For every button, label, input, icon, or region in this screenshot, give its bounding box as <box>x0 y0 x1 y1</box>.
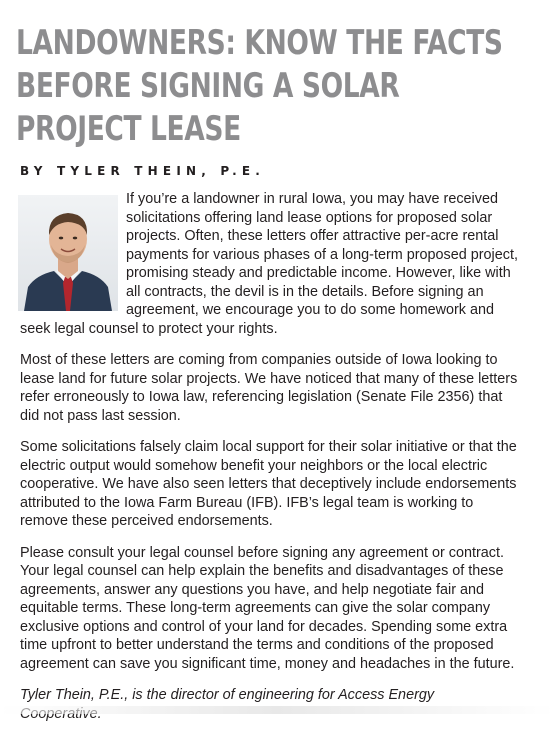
article-title: LANDOWNERS: KNOW THE FACTS BEFORE SIGNING A SOLAR PROJECT LEASE <box>16 23 503 149</box>
paragraph-4: Please consult your legal counsel before signing any agreement or contract. Your legal counsel can help explain the benefits and disadvantages of these agreements, answer any questions you have, and help negotiate fair and equitable terms. These long-term agreements can give the solar company exclusive options and control of your land for decades. Spending some extra time upfront to better understand the terms and conditions of the proposed agreement can save you significant time, money and headaches in the future. <box>20 544 515 672</box>
paragraph-1 <box>20 190 518 338</box>
paragraph-3: Some solicitations falsely claim local support for their solar initiative or that the electric output would somehow benefit your neighbors or the local electric cooperative. We have also seen letters that deceptively include endorsements attributed to the Iowa Farm Bureau (IFB). IFB’s legal team is working to remove these perceived endorsements. <box>20 439 517 529</box>
article-body <box>20 190 518 736</box>
paragraph-2: Most of these letters are coming from companies outside of Iowa looking to lease land for future solar projects. We have noticed that many of these letters refer erroneously to Iowa law, referencing legislation (Senate File 2356) that did not pass last session. <box>20 352 518 424</box>
author-note: Tyler Thein, P.E., is the director of engineering for Access Energy <box>20 687 435 703</box>
article-byline: BY TYLER THEIN, P.E. <box>20 164 266 178</box>
photo-spacer <box>20 190 126 318</box>
paragraph-1-text: If you’re a landowner in rural Iowa, you may have received solicitations offering land lease options for proposed solar projects. Often, these letters offer attractive per-acre rental payments for various phases of a long-term proposed project, promising steady and predictable income. However, like with all contracts, the devil is in the details. Before signing an agreement, we encourage you to do some homework and seek legal counsel to protect your rights. <box>20 191 518 337</box>
page-bottom-edge <box>0 706 554 714</box>
